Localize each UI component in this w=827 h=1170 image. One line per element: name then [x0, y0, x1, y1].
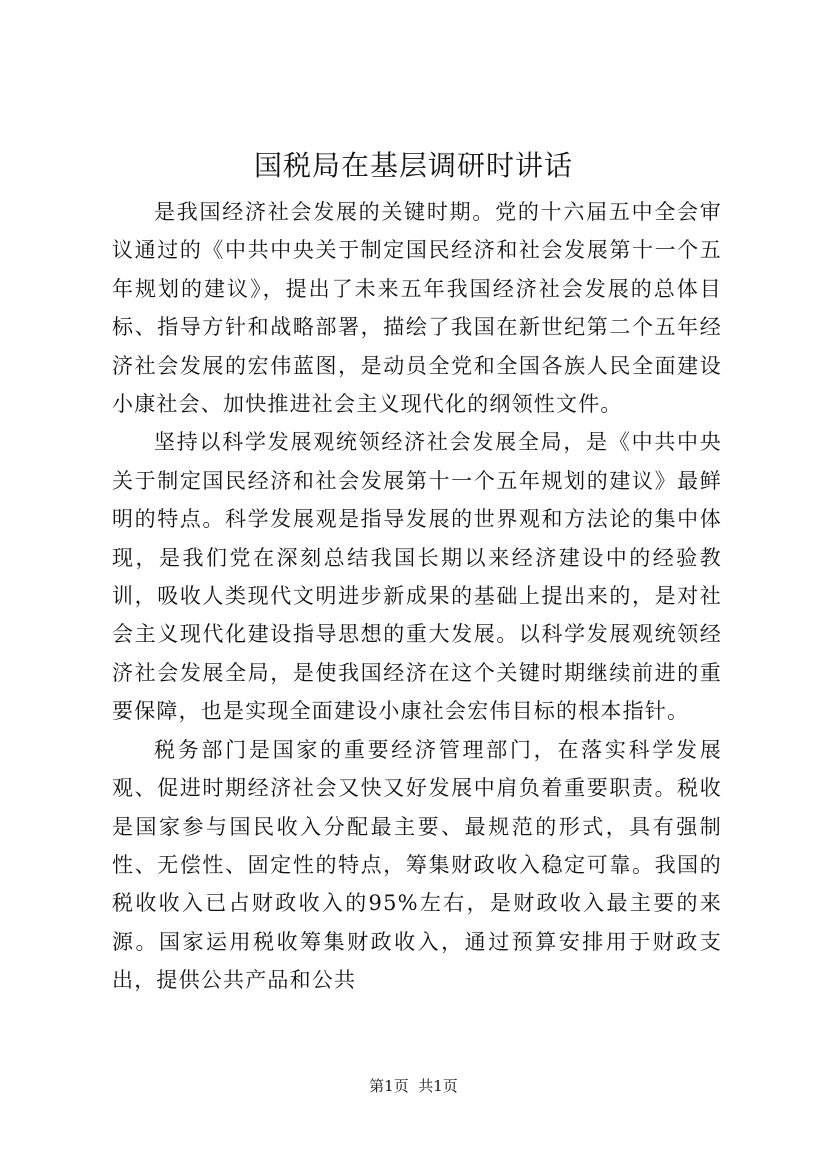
- document-body: [112, 193, 722, 1000]
- page-footer: [0, 1076, 827, 1096]
- page-total: 共1页: [418, 1077, 458, 1095]
- paragraph-1: 是我国经济社会发展的关键时期。党的十六届五中全会审议通过的《中共中央关于制定国民经济和社会发展第十一个五年规划的建议》，提出了未来五年我国经济社会发展的总体目标、指导方针和战略部署，描绘了我国在新世纪第二个五年经济社会发展的宏伟蓝图，是动员全党和全国各族人民全面建设小康社会、加快推进社会主义现代化的纲领性文件。: [112, 200, 722, 417]
- page-number: 第1页: [369, 1077, 409, 1095]
- paragraph-3: 税务部门是国家的重要经济管理部门，在落实科学发展观、促进时期经济社会又快又好发展中肩负着重要职责。税收是国家参与国民收入分配最主要、最规范的形式，具有强制性、无偿性、固定性的特点，筹集财政收入稳定可靠。我国的税收收入已占财政收入的95%左右，是财政收入最主要的来源。国家运用税收筹集财政收入，通过预算安排用于财政支出，提供公共产品和公共: [112, 737, 722, 993]
- paragraph-2: 坚持以科学发展观统领经济社会发展全局，是《中共中央关于制定国民经济和社会发展第十一个五年规划的建议》最鲜明的特点。科学发展观是指导发展的世界观和方法论的集中体现，是我们党在深刻总结我国长期以来经济建设中的经验教训，吸收人类现代文明进步新成果的基础上提出来的，是对社会主义现代化建设指导思想的重大发展。以科学发展观统领经济社会发展全局，是使我国经济在这个关键时期继续前进的重要保障，也是实现全面建设小康社会宏伟目标的根本指针。: [112, 430, 722, 724]
- document-title: 国税局在基层调研时讲话: [253, 149, 573, 182]
